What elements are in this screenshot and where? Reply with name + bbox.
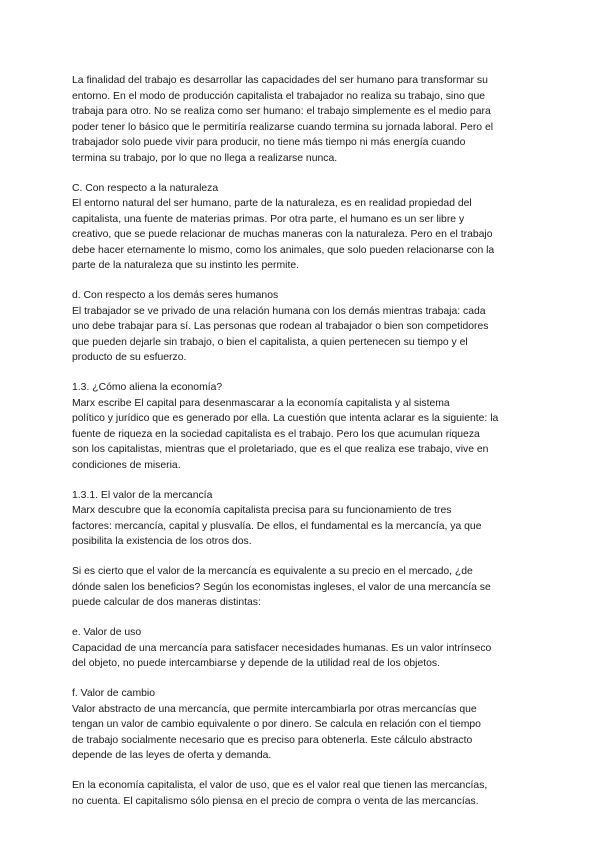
text-line: fuente de riqueza en la sociedad capitalista es el trabajo. Pero los que acumulan riqueza bbox=[72, 428, 480, 440]
text-line: dónde salen los beneficios? Según los economistas ingleses, el valor de una mercancía se bbox=[72, 581, 491, 593]
text-line: Valor abstracto de una mercancía, que permite intercambiarla por otras mercancías que bbox=[72, 703, 477, 715]
paragraph-economia-capitalista bbox=[72, 778, 530, 809]
section-heading: d. Con respecto a los demás seres humanos bbox=[72, 290, 279, 301]
text-line: La finalidad del trabajo es desarrollar las capacidades del ser humano para transformar su bbox=[72, 75, 488, 86]
text-line: de trabajo socialmente necesario que es preciso para obtenerla. Este cálculo abstracto bbox=[72, 734, 473, 746]
text-line: trabaja para otro. No se realiza como ser humano: el trabajo simplemente es el medio para bbox=[72, 106, 491, 117]
section-heading: C. Con respecto a la naturaleza bbox=[72, 182, 219, 194]
text-line: son los capitalistas, mientras que el proletariado, que es el que realiza ese trabajo, vive en bbox=[72, 444, 489, 455]
section-aliena-economia bbox=[72, 380, 530, 473]
text-line: trabajador solo puede vivir para producir, no tiene más tiempo ni más energía cuando bbox=[72, 137, 466, 148]
section-valor-uso bbox=[72, 625, 530, 672]
document-page bbox=[72, 73, 530, 824]
text-line: uno debe trabajar para sí. Las personas que rodean al trabajador o bien son competidores bbox=[72, 321, 489, 332]
text-line: parte de la naturaleza que su instinto les permite. bbox=[72, 260, 299, 271]
text-line: posibilita la existencia de los otros dos. bbox=[72, 536, 252, 547]
text-line: entorno. En el modo de producción capitalista el trabajador no realiza su trabajo, sino que bbox=[72, 90, 485, 102]
section-heading: f. Valor de cambio bbox=[72, 688, 155, 699]
text-line: tengan un valor de cambio equivalente o por dinero. Se calcula en relación con el tiempo bbox=[72, 719, 481, 730]
text-line: En la economía capitalista, el valor de uso, que es el valor real que tienen las mercancías, bbox=[72, 780, 488, 791]
text-line: condiciones de miseria. bbox=[72, 459, 181, 471]
text-line: poder tener lo básico que le permitiría realizarse cuando termina su jornada laboral. Pero el bbox=[72, 121, 494, 133]
section-valor-cambio bbox=[72, 686, 530, 764]
text-line: El entorno natural del ser humano, parte de la naturaleza, es en realidad propiedad del bbox=[72, 198, 472, 209]
text-line: termina su trabajo, por lo que no llega a realizarse nunca. bbox=[72, 152, 338, 164]
text-line: Marx escribe El capital para desenmascarar a la economía capitalista y al sistema bbox=[72, 397, 450, 409]
text-line: capitalista, una fuente de materias primas. Por otra parte, el humano es un ser libre y bbox=[72, 213, 465, 225]
section-heading: e. Valor de uso bbox=[72, 627, 142, 638]
text-line: debe hacer eternamente lo mismo, como los animales, que solo pueden relacionarse con la bbox=[72, 244, 495, 256]
text-line: Si es cierto que el valor de la mercancía es equivalente a su precio en el mercado, ¿de bbox=[72, 566, 473, 577]
section-seres-humanos bbox=[72, 288, 530, 366]
text-line: puede calcular de dos maneras distintas: bbox=[72, 597, 261, 608]
text-line: creativo, que se puede relacionar de muchas maneras con la naturaleza. Pero en el trabajo bbox=[72, 229, 493, 240]
section-valor-mercancia bbox=[72, 488, 530, 550]
text-line: factores: mercancía, capital y plusvalía. De ellos, el fundamental es la mercancía, ya que bbox=[72, 520, 482, 532]
paragraph-beneficios bbox=[72, 564, 530, 611]
text-line: político y jurídico que es generado por ella. La cuestión que intenta aclarar es la siguiente: la bbox=[72, 413, 499, 424]
section-heading: 1.3. ¿Cómo aliena la economía? bbox=[72, 382, 223, 393]
text-line: producto de su esfuerzo. bbox=[72, 352, 187, 363]
text-line: no cuenta. El capitalismo sólo piensa en el precio de compra o venta de las mercancías. bbox=[72, 795, 479, 807]
paragraph-finalidad-trabajo bbox=[72, 73, 530, 166]
text-line: que pueden dejarle sin trabajo, o bien el capitalista, a quien pertenecen su tiempo y el bbox=[72, 336, 468, 348]
text-line: Marx descubre que la economía capitalista precisa para su funcionamiento de tres bbox=[72, 505, 452, 516]
text-line: El trabajador se ve privado de una relación humana con los demás mientras trabaja: cada bbox=[72, 305, 486, 317]
text-line: depende de las leyes de oferta y demanda. bbox=[72, 750, 272, 761]
section-naturaleza bbox=[72, 181, 530, 274]
section-heading: 1.3.1. El valor de la mercancía bbox=[72, 489, 213, 501]
text-line: Capacidad de una mercancía para satisfacer necesidades humanas. Es un valor intrínseco bbox=[72, 642, 492, 654]
text-line: del objeto, no puede intercambiarse y depende de la utilidad real de los objetos. bbox=[72, 658, 440, 669]
